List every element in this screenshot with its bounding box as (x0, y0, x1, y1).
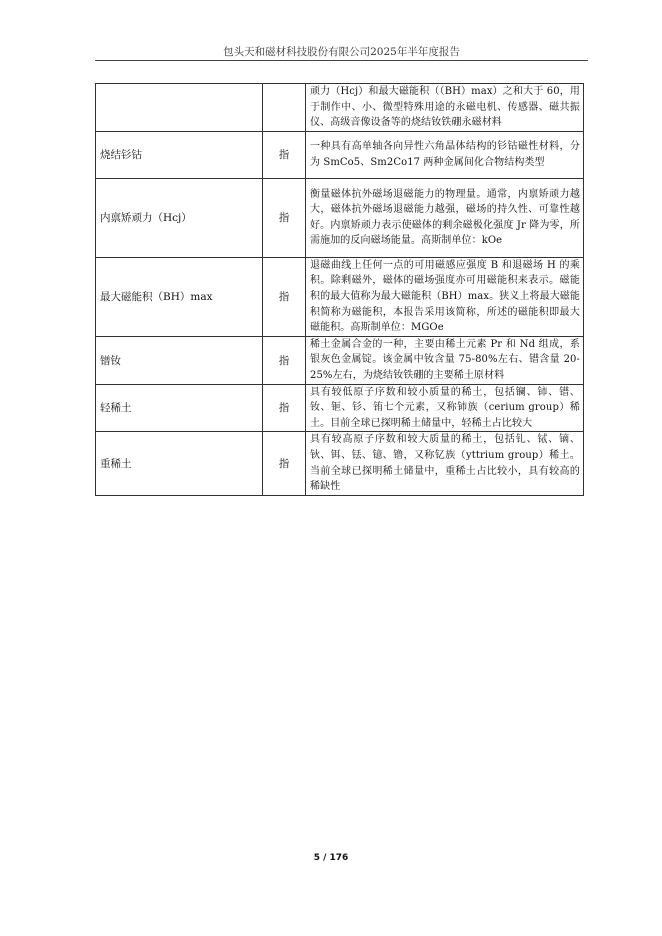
definition-cell: 一种具有高单轴各向异性六角晶体结构的钐钴磁性材料，分为 SmCo5、Sm2Co17 两种金属间化合物结构类型 (306, 131, 584, 178)
ref-cell: 指 (263, 178, 306, 257)
term-cell: 重稀土 (96, 432, 263, 495)
table-row (96, 84, 584, 132)
page-header-title: 包头天和磁材科技股份有限公司2025年半年度报告 (223, 46, 460, 58)
ref-cell: 指 (263, 384, 306, 432)
definition-cell: 稀土金属合金的一种，主要由稀土元素 Pr 和 Nd 组成，系银灰色金属锭。该金属中钕含量 75-80%左右、镨含量 20-25%左右，为烧结钕铁硼的主要稀土原材料 (306, 336, 584, 384)
term-cell (96, 84, 263, 132)
definition-cell: 具有较高原子序数和较大质量的稀土，包括钆、铽、镝、钬、铒、铥、镱、镥，又称钇族（yttrium group）稀土。当前全球已探明稀土储量中，重稀土占比较小，具有较高的稀缺性 (306, 432, 584, 495)
definition-cell: 退磁曲线上任何一点的可用磁感应强度 B 和退磁场 H 的乘积。除剩磁外，磁体的磁场强度亦可用磁能积来表示。磁能积的最大值称为最大磁能积（BH）max。狭义上将最大磁能积简称为磁能积，本报告采用该简称，所述的磁能积即最大磁能积。高斯制单位：MGOe (306, 257, 584, 336)
term-cell: 内禀矫顽力（Hcj） (96, 178, 263, 257)
table-row (96, 336, 584, 384)
table-row (96, 131, 584, 178)
ref-cell: 指 (263, 131, 306, 178)
page-number: 5 / 176 (313, 853, 349, 863)
ref-cell: 指 (263, 336, 306, 384)
header-divider (95, 60, 588, 61)
table-row (96, 384, 584, 432)
ref-cell (263, 84, 306, 132)
table-row (96, 432, 584, 495)
term-cell: 镨钕 (96, 336, 263, 384)
glossary-table (95, 83, 584, 496)
term-cell: 轻稀土 (96, 384, 263, 432)
table-row (96, 178, 584, 257)
table-row (96, 257, 584, 336)
ref-cell: 指 (263, 257, 306, 336)
term-cell: 烧结钐钴 (96, 131, 263, 178)
definition-cell: 顽力（Hcj）和最大磁能积（（BH）max）之和大于 60，用于制作中、小、微型特殊用途的永磁电机、传感器、磁共振仪、高级音像设备等的烧结钕铁硼永磁材料 (306, 84, 584, 132)
definition-cell: 衡量磁体抗外磁场退磁能力的物理量。通常，内禀矫顽力越大，磁体抗外磁场退磁能力越强，磁场的持久性、可靠性越好。内禀矫顽力表示使磁体的剩余磁极化强度 Jr 降为零，所需施加的反向磁场能量。高斯制单位：kOe (306, 178, 584, 257)
term-cell: 最大磁能积（BH）max (96, 257, 263, 336)
ref-cell: 指 (263, 432, 306, 495)
definition-cell: 具有较低原子序数和较小质量的稀土，包括镧、铈、镨、钕、钷、钐、铕七个元素，又称铈族（cerium group）稀土。目前全球已探明稀土储量中，轻稀土占比较大 (306, 384, 584, 432)
